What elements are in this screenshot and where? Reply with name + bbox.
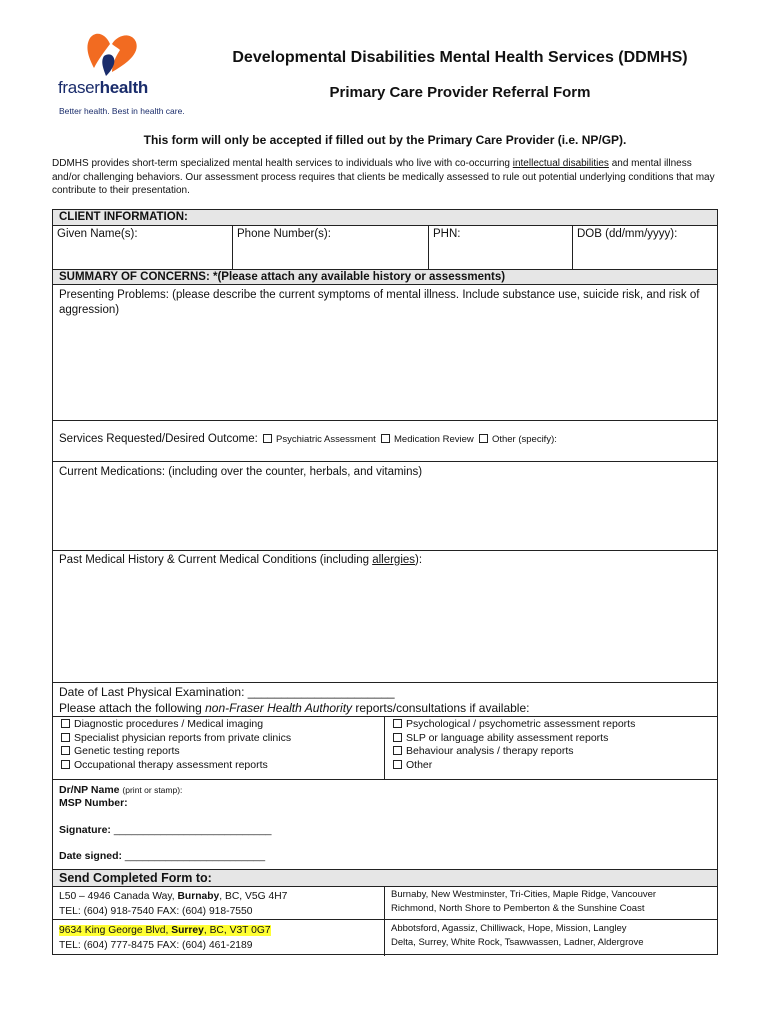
eligibility-notice: This form will only be accepted if filled out by the Primary Care Provider (i.e. NP/GP).: [143, 133, 627, 147]
current-medications-field[interactable]: Current Medications: (including over the counter, herbals, and vitamins): [53, 462, 717, 551]
list-item: Behaviour analysis / therapy reports: [391, 745, 635, 759]
behaviour-checkbox[interactable]: [393, 746, 402, 755]
list-item: Psychological / psychometric assessment reports: [391, 718, 635, 732]
attachments-row: [53, 716, 717, 780]
services-label: Services Requested/Desired Outcome:: [59, 433, 258, 445]
past-medical-history-field[interactable]: Past Medical History & Current Medical Conditions (including allergies):: [53, 551, 717, 683]
logo-tagline: Better health. Best in health care.: [59, 106, 185, 116]
allergies-text: allergies: [372, 554, 416, 566]
given-name-field[interactable]: Given Name(s):: [53, 226, 233, 269]
slp-checkbox[interactable]: [393, 733, 402, 742]
intellectual-disabilities-text: intellectual disabilities: [512, 158, 609, 169]
send-header: Send Completed Form to:: [59, 871, 212, 885]
page-subtitle: Primary Care Provider Referral Form: [329, 84, 591, 101]
dob-field[interactable]: DOB (dd/mm/yyyy):: [577, 228, 678, 240]
surrey-office-row: [53, 920, 717, 956]
list-item: SLP or language ability assessment reports: [391, 732, 635, 746]
burnaby-office-row: [53, 887, 717, 920]
list-item: Occupational therapy assessment reports: [59, 759, 291, 773]
last-exam-label: Date of Last Physical Examination: ______________________: [59, 685, 395, 699]
summary-header: SUMMARY OF CONCERNS: *(Please attach any available history or assessments): [59, 271, 506, 283]
other-specify-checkbox[interactable]: [479, 434, 488, 443]
psychiatric-assessment-checkbox[interactable]: [263, 434, 272, 443]
diagnostic-checkbox[interactable]: [61, 719, 70, 728]
provider-section: [53, 780, 717, 870]
attachments-left-list: [59, 718, 291, 772]
send-header-row: [53, 870, 717, 887]
phn-field[interactable]: PHN:: [429, 226, 573, 269]
logo-wordmark: fraserhealth: [58, 78, 148, 97]
client-info-header-row: [53, 210, 717, 226]
client-info-header: CLIENT INFORMATION:: [59, 211, 188, 223]
burnaby-address: L50 – 4946 Canada Way, Burnaby, BC, V5G 4H7 TEL: (604) 918-7540 FAX: (604) 918-7550: [59, 891, 288, 917]
list-item: Diagnostic procedures / Medical imaging: [59, 718, 291, 732]
phone-number-field[interactable]: Phone Number(s):: [233, 226, 429, 269]
page-title: Developmental Disabilities Mental Health Services (DDMHS): [232, 49, 688, 66]
surrey-regions: Abbotsford, Agassiz, Chilliwack, Hope, Mission, Langley Delta, Surrey, White Rock, Tsawwassen, Ladner, Aldergrove: [391, 923, 644, 948]
list-item: Genetic testing reports: [59, 745, 291, 759]
date-signed-field[interactable]: Date signed: ________________________: [59, 850, 266, 862]
occupational-checkbox[interactable]: [61, 760, 70, 769]
specialist-checkbox[interactable]: [61, 733, 70, 742]
genetic-checkbox[interactable]: [61, 746, 70, 755]
medication-review-checkbox[interactable]: [381, 434, 390, 443]
list-item: Specialist physician reports from private clinics: [59, 732, 291, 746]
attach-instructions-row: Please attach the following non-Fraser Health Authority reports/consultations if available:: [59, 701, 530, 715]
msp-number-field[interactable]: MSP Number:: [59, 797, 128, 809]
attachments-right-list: [391, 718, 635, 772]
signature-field[interactable]: Signature: ___________________________: [59, 824, 272, 836]
last-exam-row[interactable]: [53, 683, 717, 700]
referral-form: [52, 209, 718, 955]
provider-name-field[interactable]: Dr/NP Name (print or stamp):: [59, 784, 183, 796]
psychological-checkbox[interactable]: [393, 719, 402, 728]
list-item: Other: [391, 759, 635, 773]
intro-paragraph: DDMHS provides short-term specialized mental health services to individuals who live with co-occurring intellectual disabilities and mental illness and/or challenging behaviors. Our assessment process requires that clients be medically assessed to rule out potential underlying conditions that may contribute to their presentation.: [52, 158, 715, 196]
fraser-health-logo: [52, 30, 185, 122]
other-report-checkbox[interactable]: [393, 760, 402, 769]
heart-logo-icon: [82, 30, 142, 76]
services-requested-row: Services Requested/Desired Outcome: Psychiatric Assessment Medication Review Other (specify):: [53, 421, 717, 462]
summary-header-row: [53, 270, 717, 285]
surrey-address: 9634 King George Blvd, Surrey, BC, V3T 0G7 TEL: (604) 777-8475 FAX: (604) 461-2189: [59, 925, 271, 951]
burnaby-regions: Burnaby, New Westminster, Tri-Cities, Maple Ridge, Vancouver Richmond, North Shore to Pemberton & the Sunshine Coast: [391, 889, 657, 914]
client-info-row: [53, 226, 717, 270]
presenting-problems-field[interactable]: Presenting Problems: (please describe the current symptoms of mental illness. Include substance use, suicide risk, and risk of aggression): [53, 285, 717, 421]
